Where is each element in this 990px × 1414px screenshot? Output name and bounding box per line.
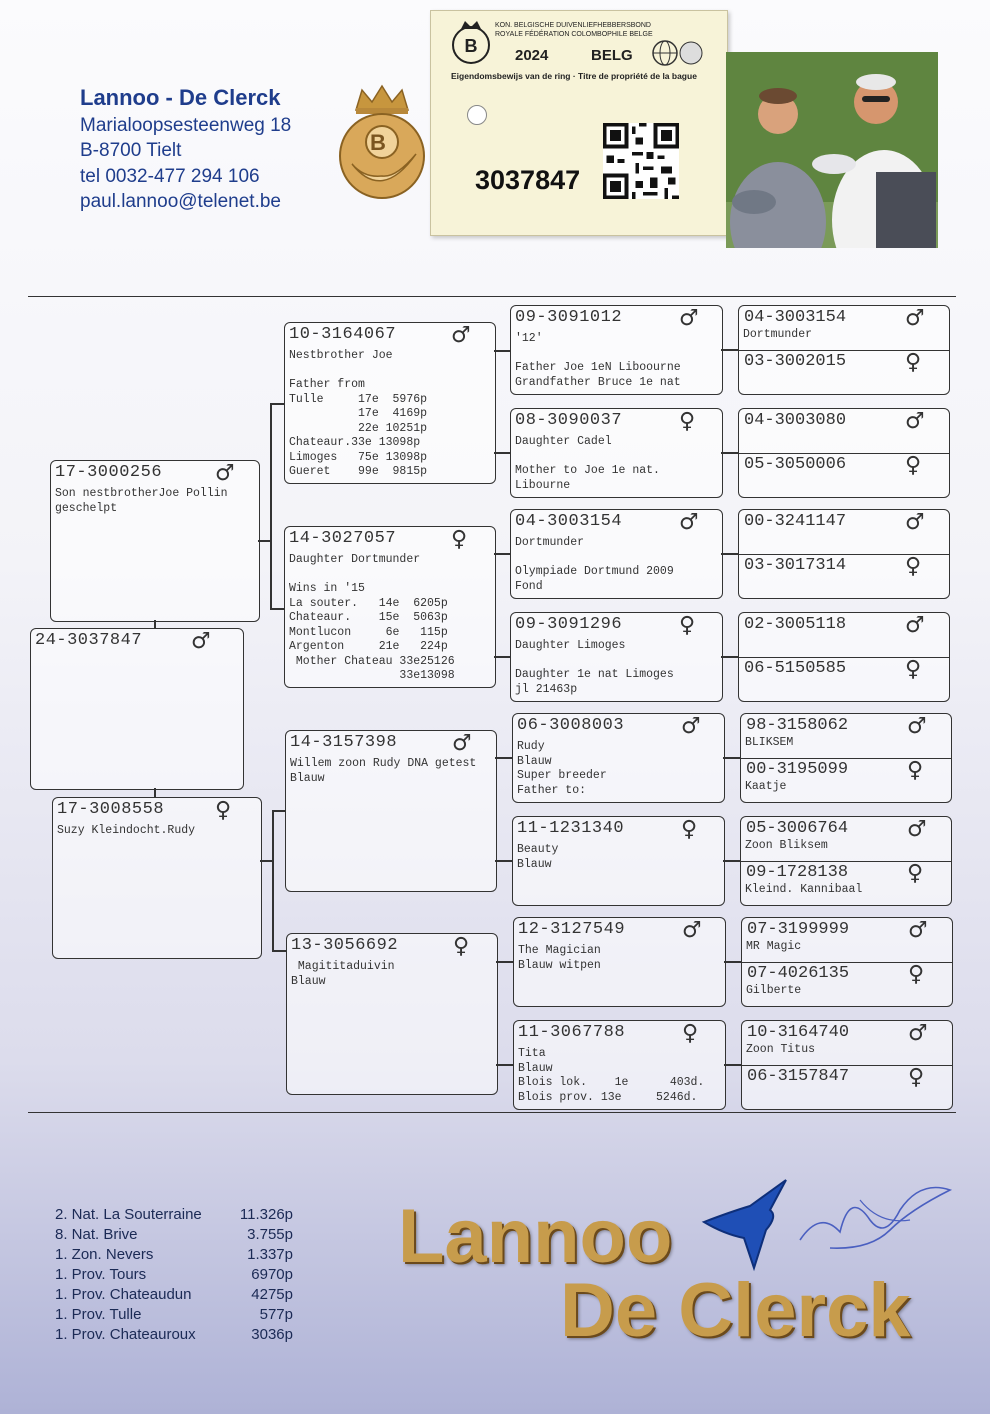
- pedigree-note: Father Joe 1eN Liboourne: [515, 361, 681, 374]
- pedigree-note: MR Magic: [746, 940, 802, 953]
- result-row: [55, 1225, 293, 1245]
- male-icon: ♂: [452, 731, 472, 756]
- pedigree-note: Wins in '15: [289, 582, 365, 595]
- pedigree-note: Father from: [289, 378, 365, 391]
- contact-block: [80, 85, 291, 215]
- pedigree-note: Limoges 75e 13098p: [289, 450, 428, 464]
- pedigree-box-ss: [284, 322, 496, 484]
- female-icon: ♀: [905, 657, 922, 682]
- svg-text:B: B: [464, 36, 478, 56]
- ring-number: 06-5150585: [744, 659, 847, 678]
- brand-line-2: De Clerck: [560, 1268, 911, 1353]
- pedigree-box-subject: [30, 628, 244, 790]
- result-race: 1. Prov. Chateaudun: [55, 1286, 192, 1303]
- pedigree-note: Chateaur.33e 13098p: [289, 436, 421, 449]
- pedigree-box-sdd: [510, 612, 723, 702]
- pigeon-logo-icon: [700, 1172, 800, 1272]
- male-icon: ♂: [908, 918, 928, 943]
- pedigree-box-dam: [52, 797, 262, 959]
- pedigree-note: Rudy: [517, 740, 545, 753]
- ring-number: 07-4026135: [747, 964, 850, 983]
- pedigree-note: La souter. 14e 6205p: [289, 596, 448, 610]
- pedigree-note: Son nestbrotherJoe Pollin: [55, 487, 228, 500]
- pedigree-note: 22e 10251p: [289, 421, 428, 435]
- male-icon: ♂: [191, 629, 211, 654]
- pedigree-pair-box: [738, 305, 950, 395]
- ring-card-hole: [467, 105, 487, 125]
- male-icon: ♂: [679, 510, 699, 535]
- pedigree-box-ds: [285, 730, 497, 892]
- pedigree-note: Argenton 21e 224p: [289, 640, 448, 653]
- pedigree-note: Kleind. Kannibaal: [745, 883, 863, 896]
- bottom-rule: [28, 1112, 956, 1113]
- pedigree-box-sss: [510, 305, 723, 395]
- connector-line: [721, 349, 738, 351]
- result-birds: 11.326p: [239, 1206, 293, 1223]
- pedigree-note: 17e 4169p: [289, 407, 428, 420]
- street: Marialoopsesteenweg 18: [80, 114, 292, 136]
- result-birds: 577p: [259, 1306, 293, 1323]
- female-icon: ♀: [908, 962, 925, 987]
- pedigree-note: Suzy Kleindocht.Rudy: [57, 824, 196, 837]
- male-icon: ♂: [905, 510, 925, 535]
- result-row: [55, 1325, 293, 1345]
- ring-number: 10-3164740: [747, 1023, 850, 1042]
- connector-line: [721, 656, 738, 658]
- org-nl: KON. BELGISCHE DUIVENLIEFHEBBERSBOND: [495, 22, 651, 29]
- pedigree-note: Daughter Dortmunder: [289, 553, 421, 566]
- result-race: 8. Nat. Brive: [55, 1226, 138, 1243]
- pedigree-note: Beauty: [517, 843, 559, 856]
- female-icon: ♀: [905, 554, 922, 579]
- pedigree-note: Blois prov. 13e 5246d.: [518, 1090, 698, 1104]
- federation-name: [495, 21, 653, 39]
- result-row: [55, 1205, 293, 1225]
- pedigree-note: Blauw: [517, 857, 552, 871]
- pedigree-pair-box: [738, 509, 950, 599]
- connector-line: [270, 403, 284, 405]
- ring-number: 13-3056692: [291, 936, 399, 955]
- pedigree-note: Montlucon 6e 115p: [289, 625, 448, 639]
- connector-line: [260, 860, 272, 862]
- pedigree-note: jl 21463p: [515, 682, 578, 696]
- top-rule: [28, 296, 956, 297]
- connector-line: [721, 553, 738, 555]
- female-icon: ♀: [451, 527, 468, 552]
- ring-number: 06-3157847: [747, 1067, 850, 1086]
- female-icon: ♀: [905, 350, 922, 375]
- org-fr: ROYALE FÉDÉRATION COLOMBOPHILE BELGE: [495, 31, 653, 38]
- ring-year: 2024: [515, 47, 549, 64]
- male-icon: ♂: [905, 409, 925, 434]
- pedigree-note: Daughter Limoges: [515, 639, 626, 652]
- female-icon: ♀: [679, 613, 696, 638]
- ring-number: 98-3158062: [746, 716, 849, 735]
- male-icon: ♂: [907, 817, 927, 842]
- result-row: [55, 1245, 293, 1265]
- ring-number: 00-3241147: [744, 512, 847, 531]
- result-race: 1. Prov. Tulle: [55, 1306, 142, 1323]
- ring-number: 11-1231340: [517, 819, 625, 838]
- connector-line: [494, 350, 510, 352]
- result-race: 1. Prov. Chateauroux: [55, 1326, 196, 1343]
- connector-line: [272, 950, 286, 952]
- breeder-name: Lannoo - De Clerck: [80, 85, 281, 110]
- female-icon: ♀: [905, 453, 922, 478]
- ring-number: 02-3005118: [744, 615, 847, 634]
- pedigree-note: Magititaduivin: [291, 960, 395, 973]
- ring-number: 04-3003154: [744, 308, 847, 327]
- ring-number: 03-3002015: [744, 352, 847, 371]
- male-icon: ♂: [451, 323, 471, 348]
- pedigree-note: Zoon Bliksem: [745, 839, 828, 852]
- connector-line: [154, 620, 156, 628]
- pedigree-box-dd: [286, 933, 498, 1095]
- male-icon: ♂: [679, 306, 699, 331]
- pedigree-note: Chateaur. 15e 5063p: [289, 611, 448, 624]
- result-birds: 6970p: [251, 1266, 293, 1283]
- ring-number: 24-3037847: [35, 631, 143, 650]
- globe-icon: [651, 39, 703, 67]
- pedigree-note: Tulle 17e 5976p: [289, 392, 428, 406]
- result-row: [55, 1285, 293, 1305]
- connector-line: [154, 788, 156, 797]
- pedigree-note: Grandfather Bruce 1e nat: [515, 375, 681, 389]
- pedigree-pair-box: [740, 713, 952, 803]
- pedigree-note: Blauw: [517, 754, 552, 768]
- pedigree-note: geschelpt: [55, 501, 118, 515]
- male-icon: ♂: [682, 918, 702, 943]
- female-icon: ♀: [908, 1065, 925, 1090]
- ring-number: 09-3091296: [515, 615, 623, 634]
- ring-number: 11-3067788: [518, 1023, 626, 1042]
- ownership-text: Eigendomsbewijs van de ring · Titre de propriété de la bague: [451, 71, 697, 81]
- female-icon: ♀: [681, 817, 698, 842]
- pedigree-note: BLIKSEM: [745, 736, 794, 749]
- ring-number: 04-3003154: [515, 512, 623, 531]
- ring-number: 17-3000256: [55, 463, 163, 482]
- pedigree-note: Blauw: [290, 771, 325, 785]
- pedigree-box-ddd: [513, 1020, 726, 1110]
- ring-number: 10-3164067: [289, 325, 397, 344]
- ring-number: 3037847: [475, 165, 581, 195]
- result-race: 1. Zon. Nevers: [55, 1246, 154, 1263]
- pedigree-pair-box: [741, 917, 953, 1007]
- result-birds: 3.755p: [247, 1226, 293, 1243]
- ring-number: 09-1728138: [746, 863, 849, 882]
- connector-line: [495, 757, 512, 759]
- connector-line: [723, 860, 740, 862]
- pedigree-note: Blauw: [291, 974, 326, 988]
- ring-number: 17-3008558: [57, 800, 165, 819]
- connector-line: [494, 656, 510, 658]
- pedigree-box-dsd: [512, 816, 725, 906]
- female-icon: ♀: [907, 758, 924, 783]
- pedigree-note: Dortmunder: [515, 536, 585, 549]
- connector-line: [723, 757, 740, 759]
- result-race: 2. Nat. La Souterraine: [55, 1206, 202, 1223]
- pedigree-note: Blauw witpen: [518, 958, 601, 972]
- connector-line: [494, 452, 510, 454]
- logo-letter: B: [370, 130, 386, 155]
- race-results: [55, 1205, 293, 1345]
- breeders-photo: [726, 52, 938, 248]
- male-icon: ♂: [907, 714, 927, 739]
- ring-number: 12-3127549: [518, 920, 626, 939]
- signature: [790, 1170, 960, 1260]
- male-icon: ♂: [681, 714, 701, 739]
- pedigree-note: Blauw: [518, 1061, 553, 1075]
- pedigree-note: Kaatje: [745, 780, 787, 793]
- ring-number: 00-3195099: [746, 760, 849, 779]
- ring-number: 05-3006764: [746, 819, 849, 838]
- result-birds: 1.337p: [247, 1246, 293, 1263]
- female-icon: ♀: [682, 1021, 699, 1046]
- pedigree-box-dds: [513, 917, 726, 1007]
- ring-number: 05-3050006: [744, 455, 847, 474]
- pedigree-note: Tita: [518, 1047, 546, 1060]
- pedigree-note: Olympiade Dortmund 2009: [515, 565, 674, 578]
- male-icon: ♂: [908, 1021, 928, 1046]
- female-icon: ♀: [679, 409, 696, 434]
- pedigree-box-sds: [510, 509, 723, 599]
- pedigree-note: Dortmunder: [743, 328, 813, 341]
- female-icon: ♀: [453, 934, 470, 959]
- city: B-8700 Tielt: [80, 140, 182, 161]
- pedigree-note: Father to:: [517, 783, 587, 797]
- female-icon: ♀: [215, 798, 232, 823]
- ring-number: 04-3003080: [744, 411, 847, 430]
- result-birds: 3036p: [251, 1326, 293, 1343]
- ring-number: 14-3027057: [289, 529, 397, 548]
- pedigree-note: Gilberte: [746, 984, 802, 997]
- male-icon: ♂: [905, 613, 925, 638]
- pedigree-box-dss: [512, 713, 725, 803]
- pedigree-note: Super breeder: [517, 769, 607, 782]
- pedigree-pair-box: [738, 612, 950, 702]
- pedigree-note: Blois lok. 1e 403d.: [518, 1076, 705, 1089]
- ring-number: 09-3091012: [515, 308, 623, 327]
- ring-country: BELG: [591, 47, 633, 64]
- female-icon: ♀: [907, 861, 924, 886]
- result-race: 1. Prov. Tours: [55, 1266, 147, 1283]
- pedigree-note: Nestbrother Joe: [289, 349, 393, 362]
- ring-number: 08-3090037: [515, 411, 623, 430]
- pedigree-note: Fond: [515, 579, 543, 593]
- pedigree-pair-box: [740, 816, 952, 906]
- connector-line: [495, 860, 512, 862]
- connector-line: [724, 1064, 741, 1066]
- pedigree-note: '12': [515, 332, 543, 345]
- connector-line: [496, 961, 513, 963]
- email: paul.lannoo@telenet.be: [80, 191, 282, 212]
- male-icon: ♂: [215, 461, 235, 486]
- pedigree-box-sire: [50, 460, 260, 622]
- phone: tel 0032-477 294 106: [80, 165, 260, 187]
- federation-emblem-icon: [447, 19, 495, 67]
- pedigree-note: 33e13098: [289, 669, 455, 682]
- connector-line: [721, 452, 738, 454]
- ring-number: 14-3157398: [290, 733, 398, 752]
- pedigree-note: Gueret 99e 9815p: [289, 465, 428, 478]
- pedigree-note: Zoon Titus: [746, 1043, 816, 1056]
- connector-line: [270, 608, 284, 610]
- result-row: [55, 1305, 293, 1325]
- result-row: [55, 1265, 293, 1285]
- brand-line-1: Lannoo: [398, 1194, 673, 1279]
- qr-code-icon: [603, 123, 679, 199]
- pedigree-note: Mother to Joe 1e nat.: [515, 464, 660, 477]
- pedigree-note: Libourne: [515, 478, 571, 492]
- connector-line: [272, 810, 285, 812]
- pedigree-note: Daughter Cadel: [515, 435, 612, 448]
- result-birds: 4275p: [251, 1286, 293, 1303]
- connector-line: [494, 553, 510, 555]
- pedigree-note: Daughter 1e nat Limoges: [515, 668, 674, 681]
- ring-card: [430, 10, 728, 236]
- pedigree-note: Mother Chateau 33e25126: [289, 654, 455, 668]
- pedigree-pair-box: [741, 1020, 953, 1110]
- connector-line: [496, 1064, 513, 1066]
- connector-line: [258, 540, 270, 542]
- pedigree-note: The Magician: [518, 944, 601, 957]
- pedigree-box-ssd: [510, 408, 723, 498]
- pedigree-note: Willem zoon Rudy DNA getest: [290, 757, 477, 770]
- ring-number: 06-3008003: [517, 716, 625, 735]
- pedigree-box-sd: [284, 526, 496, 688]
- ring-number: 07-3199999: [747, 920, 850, 939]
- connector-line: [272, 810, 274, 950]
- male-icon: ♂: [905, 306, 925, 331]
- connector-line: [724, 961, 741, 963]
- ring-number: 03-3017314: [744, 556, 847, 575]
- connector-line: [270, 403, 272, 609]
- pedigree-pair-box: [738, 408, 950, 498]
